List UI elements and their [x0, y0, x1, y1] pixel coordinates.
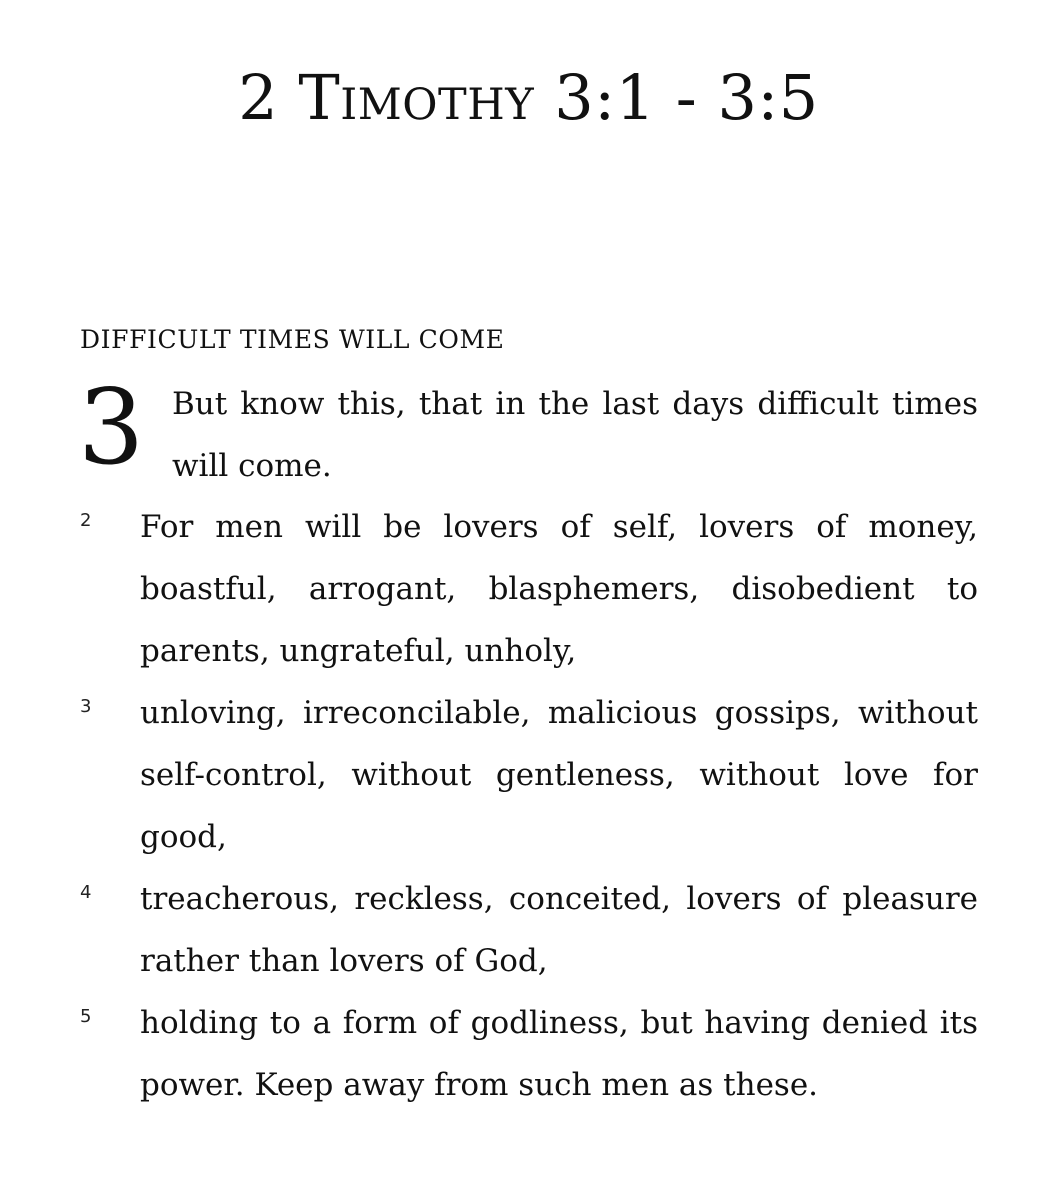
verse-text: unloving, irreconcilable, malicious gossips, without self-control, without gentleness, without love for good,	[140, 695, 978, 855]
verse-number: 4	[80, 882, 92, 903]
verse-text: treacherous, reckless, conceited, lovers of pleasure rather than lovers of God,	[140, 881, 978, 979]
section-heading: DIFFICULT TIMES WILL COME	[80, 325, 505, 354]
verse-number: 2	[80, 510, 92, 531]
verse-1-text: But know this, that in the last days difficult times will come.	[172, 386, 978, 484]
verse-number: 5	[80, 1006, 92, 1027]
verse-text: For men will be lovers of self, lovers of money, boastful, arrogant, blasphemers, disobedient to parents, ungrateful, unholy,	[140, 509, 978, 669]
verse-number: 3	[80, 696, 92, 717]
chapter-drop-cap: 3	[78, 366, 145, 488]
verse-text: holding to a form of godliness, but having denied its power. Keep away from such men as these.	[140, 1005, 978, 1103]
page-title: 2 Timothy 3:1 - 3:5	[238, 61, 819, 134]
